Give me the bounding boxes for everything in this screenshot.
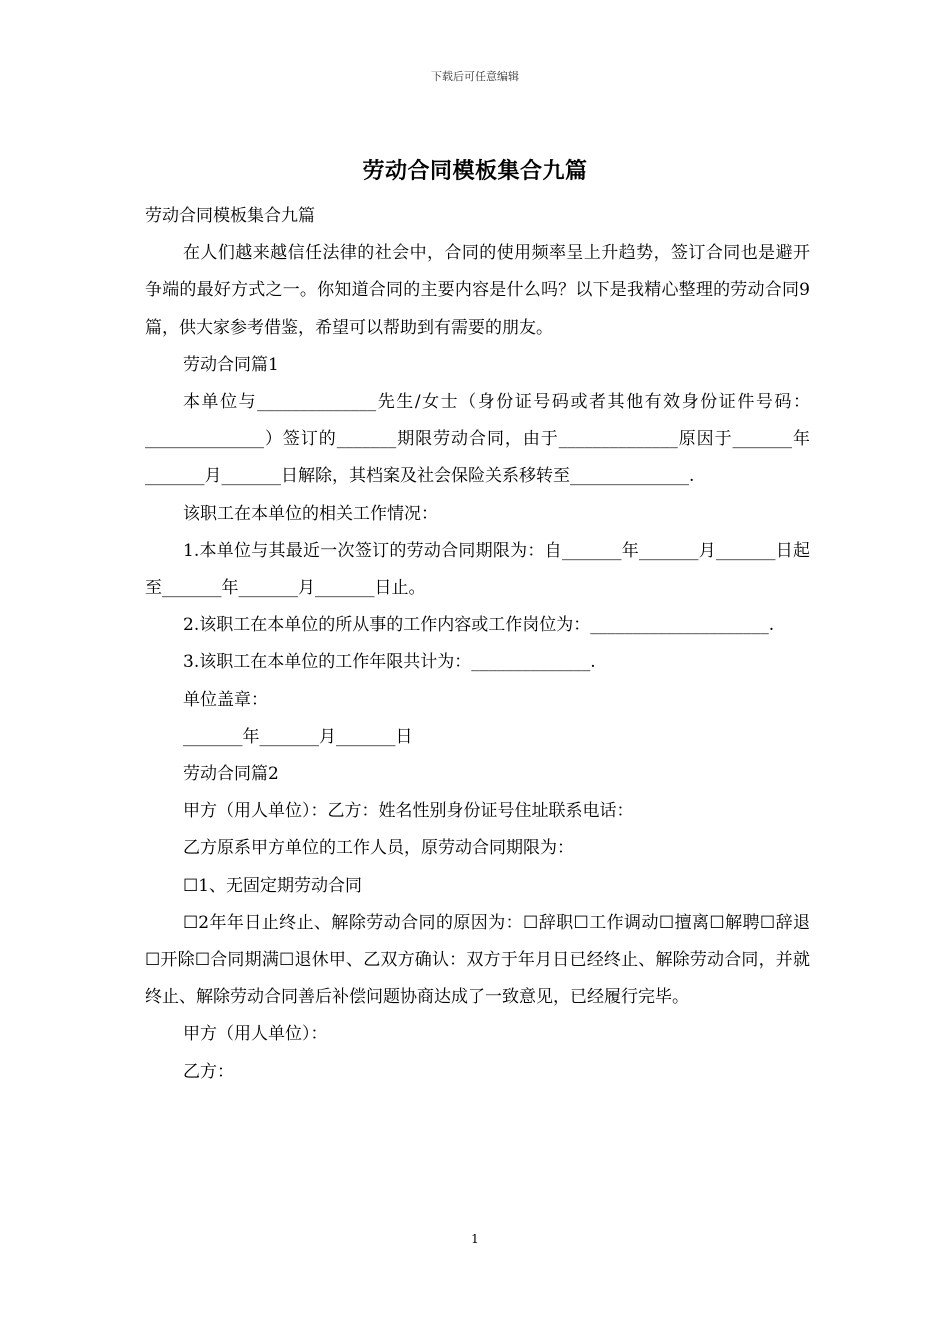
section-heading-1: 劳动合同篇1 bbox=[183, 354, 279, 375]
clause-2: 2.该职工在本单位的所从事的工作内容或工作岗位为：_____________________. bbox=[183, 615, 775, 636]
document-title: 劳动合同模板集合九篇 bbox=[362, 158, 588, 184]
page-header: 下载后可任意编辑 bbox=[431, 70, 519, 83]
original-contract-paragraph: 乙方原系甲方单位的工作人员，原劳动合同期限为： bbox=[183, 838, 574, 859]
party-a-signature: 甲方（用人单位）： bbox=[183, 1024, 328, 1045]
contract-termination-paragraph: 本单位与______________先生/女士（身份证号码或者其他有效身份证件号码：______________）签订的_______期限劳动合同，由于______________原因于_______年_______月_______日解除，其档案及社会保险关系移转至______________. bbox=[145, 392, 810, 487]
subtitle-paragraph: 劳动合同模板集合九篇 bbox=[145, 206, 315, 226]
work-situation-paragraph: 该职工在本单位的相关工作情况： bbox=[183, 503, 438, 524]
option-1-paragraph: ☐1、无固定期劳动合同 bbox=[183, 875, 363, 896]
termination-reason-paragraph: ☐2年年日止终止、解除劳动合同的原因为：☐辞职☐工作调动☐擅离☐解聘☐辞退☐开除☐合同期满☐退休甲、乙双方确认：双方于年月日已经终止、解除劳动合同，并就终止、解除劳动合同善后补偿问题协商达成了一致意见，已经履行完毕。 bbox=[145, 912, 810, 1008]
page-number: 1 bbox=[471, 1232, 479, 1246]
document-body bbox=[145, 198, 810, 1091]
section-heading-2: 劳动合同篇2 bbox=[183, 764, 279, 785]
party-b-signature: 乙方： bbox=[183, 1061, 234, 1082]
intro-paragraph: 在人们越来越信任法律的社会中，合同的使用频率呈上升趋势，签订合同也是避开争端的最好方式之一。你知道合同的主要内容是什么吗？以下是我精心整理的劳动合同9篇，供大家参考借鉴，希望可以帮助到有需要的朋友。 bbox=[145, 243, 810, 338]
party-info-paragraph: 甲方（用人单位）：乙方：姓名性别身份证号住址联系电话： bbox=[183, 801, 634, 822]
seal-label: 单位盖章： bbox=[183, 689, 268, 710]
clause-1: 1.本单位与其最近一次签订的劳动合同期限为：自_______年_______月_______日起至_______年_______月_______日止。 bbox=[145, 540, 810, 599]
clause-3: 3.该职工在本单位的工作年限共计为：______________. bbox=[183, 652, 596, 673]
date-line: _______年_______月_______日 bbox=[183, 726, 413, 747]
